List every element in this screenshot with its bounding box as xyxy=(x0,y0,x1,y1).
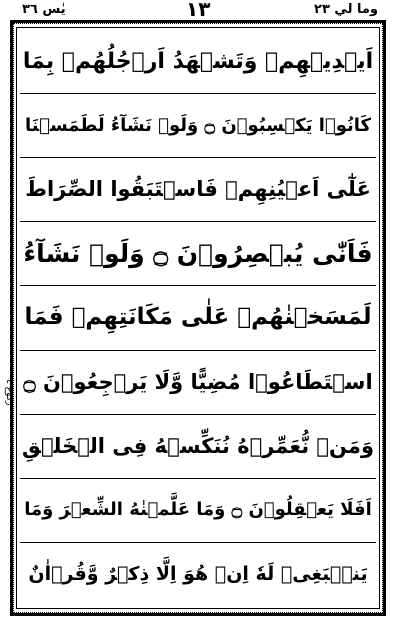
text-line-6: اسۡتَطَاعُوۡا مُضِيًّا وَّلَا يَرۡجِعُوۡنَ ۝ xyxy=(20,351,376,415)
text-line-3: عَلٰٓى اَعۡيُنِهِمۡ فَاسۡتَبَقُوا الصِّرَاطَ xyxy=(20,158,376,222)
page-header xyxy=(18,0,382,22)
text-line-7: وَمَنۡ نُّعَمِّرۡهُ نُنَكِّسۡهُ فِى الۡخَلۡقِ xyxy=(20,415,376,479)
text-line-2: كَانُوۡا يَكۡسِبُوۡنَ ۝ وَلَوۡ نَشَآءُ لَطَمَسۡنَا xyxy=(20,94,376,158)
text-line-4: فَاَنّٰى يُبۡصِرُوۡنَ ۝ وَلَوۡ نَشَآءُ xyxy=(20,222,376,286)
page-number: ١٣ xyxy=(186,0,211,21)
ruku-margin-note: ركوع ٤ xyxy=(4,378,14,405)
text-line-8: اَفَلَا يَعۡقِلُوۡنَ ۝ وَمَا عَلَّمۡنٰهُ الشِّعۡرَ وَمَا xyxy=(20,479,376,543)
text-line-1: اَيۡدِيۡهِمۡ وَتَشۡهَدُ اَرۡجُلُهُمۡ بِمَا xyxy=(20,30,376,94)
surah-label: يٰس ٣٦ xyxy=(22,2,66,17)
text-line-5: لَمَسَخۡنٰهُمۡ عَلٰى مَكَانَتِهِمۡ فَمَا xyxy=(20,286,376,350)
text-lines xyxy=(20,30,376,606)
juz-label: وما لي ٢٣ xyxy=(314,2,378,17)
text-line-9: يَنۡۢبَغِىۡ لَهٗ اِنۡ هُوَ اِلَّا ذِكۡرٌ وَّقُرۡاٰنٌ xyxy=(28,562,368,585)
